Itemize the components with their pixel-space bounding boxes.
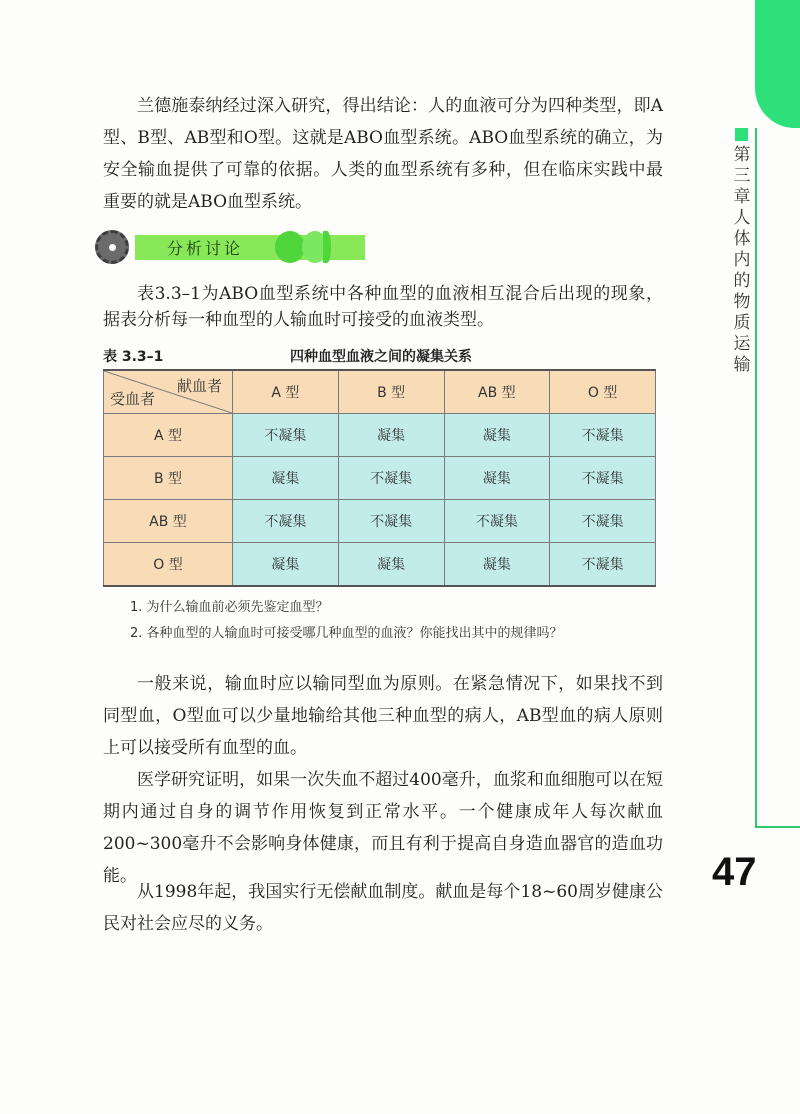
agglutination-table [103, 369, 656, 587]
table-row [104, 543, 656, 587]
table-cell: 凝集 [444, 414, 550, 457]
recipient-label: 受血者 [110, 390, 156, 408]
corner-tab [755, 0, 800, 128]
question-list [130, 595, 563, 647]
table-cell: 凝集 [338, 414, 444, 457]
table-cell: 不凝集 [550, 543, 656, 587]
margin-rule [755, 128, 757, 828]
table-row [104, 457, 656, 500]
row-header: O 型 [104, 543, 233, 587]
decor-circle [275, 231, 305, 263]
table-title: 四种血型血液之间的凝集关系 [290, 349, 472, 365]
table-row [104, 500, 656, 543]
table-cell: 不凝集 [338, 500, 444, 543]
page-number: 47 [712, 850, 757, 894]
page-number-rule [755, 826, 800, 828]
row-header: A 型 [104, 414, 233, 457]
section-title: 分析讨论 [167, 239, 244, 258]
table-cell: 不凝集 [444, 500, 550, 543]
gear-icon [95, 230, 129, 264]
section-banner [95, 226, 335, 270]
table-cell: 不凝集 [233, 414, 339, 457]
decor-circle [323, 231, 331, 263]
table-cell: 不凝集 [338, 457, 444, 500]
donor-label: 献血者 [176, 377, 222, 395]
question-item: 2. 各种血型的人输血时可接受哪几种血型的血液？你能找出其中的规律吗？ [130, 626, 563, 641]
column-header: O 型 [550, 370, 656, 414]
chapter-marker-square [735, 128, 748, 141]
table-cell: 凝集 [233, 457, 339, 500]
table-cell: 凝集 [233, 543, 339, 587]
row-header: AB 型 [104, 500, 233, 543]
table-row [104, 414, 656, 457]
row-header: B 型 [104, 457, 233, 500]
table-cell: 不凝集 [550, 414, 656, 457]
paragraph-donation-policy: 从1998年起，我国实行无偿献血制度。献血是每个18~60周岁健康公民对社会应尽的义务。 [103, 882, 663, 934]
table-corner-cell [104, 370, 233, 414]
paragraph-table-intro: 表3.3–1为ABO血型系统中各种血型的血液相互混合后出现的现象，据表分析每一种血型的人输血时可接受的血液类型。 [103, 284, 663, 330]
paragraph-blood-types: 兰德施泰纳经过深入研究，得出结论：人的血液可分为四种类型，即A型、B型、AB型和O型。这就是ABO血型系统。ABO血型系统的确立，为安全输血提供了可靠的依据。人类的血型系统有多种，但在临床实践中最重要的就是ABO血型系统。 [103, 96, 663, 212]
table-cell: 不凝集 [233, 500, 339, 543]
question-item: 1. 为什么输血前必须先鉴定血型？ [130, 600, 329, 615]
table-cell: 凝集 [444, 457, 550, 500]
chapter-title: 第三章 人体内的物质运输 [733, 145, 751, 375]
column-header: A 型 [233, 370, 339, 414]
table-cell: 不凝集 [550, 457, 656, 500]
table-cell: 凝集 [338, 543, 444, 587]
paragraph-blood-loss: 医学研究证明，如果一次失血不超过400毫升，血浆和血细胞可以在短期内通过自身的调节作用恢复到正常水平。一个健康成年人每次献血200~300毫升不会影响身体健康，而且有利于提高自身造血器官的造血功能。 [103, 770, 663, 886]
paragraph-transfusion-rule: 一般来说，输血时应以输同型血为原则。在紧急情况下，如果找不到同型血，O型血可以少量地输给其他三种血型的病人，AB型血的病人原则上可以接受所有血型的血。 [103, 674, 663, 758]
column-header: AB 型 [444, 370, 550, 414]
table-header-row [104, 370, 656, 414]
table-cell: 不凝集 [550, 500, 656, 543]
table-cell: 凝集 [444, 543, 550, 587]
table-label: 表 3.3–1 [103, 349, 164, 365]
column-header: B 型 [338, 370, 444, 414]
